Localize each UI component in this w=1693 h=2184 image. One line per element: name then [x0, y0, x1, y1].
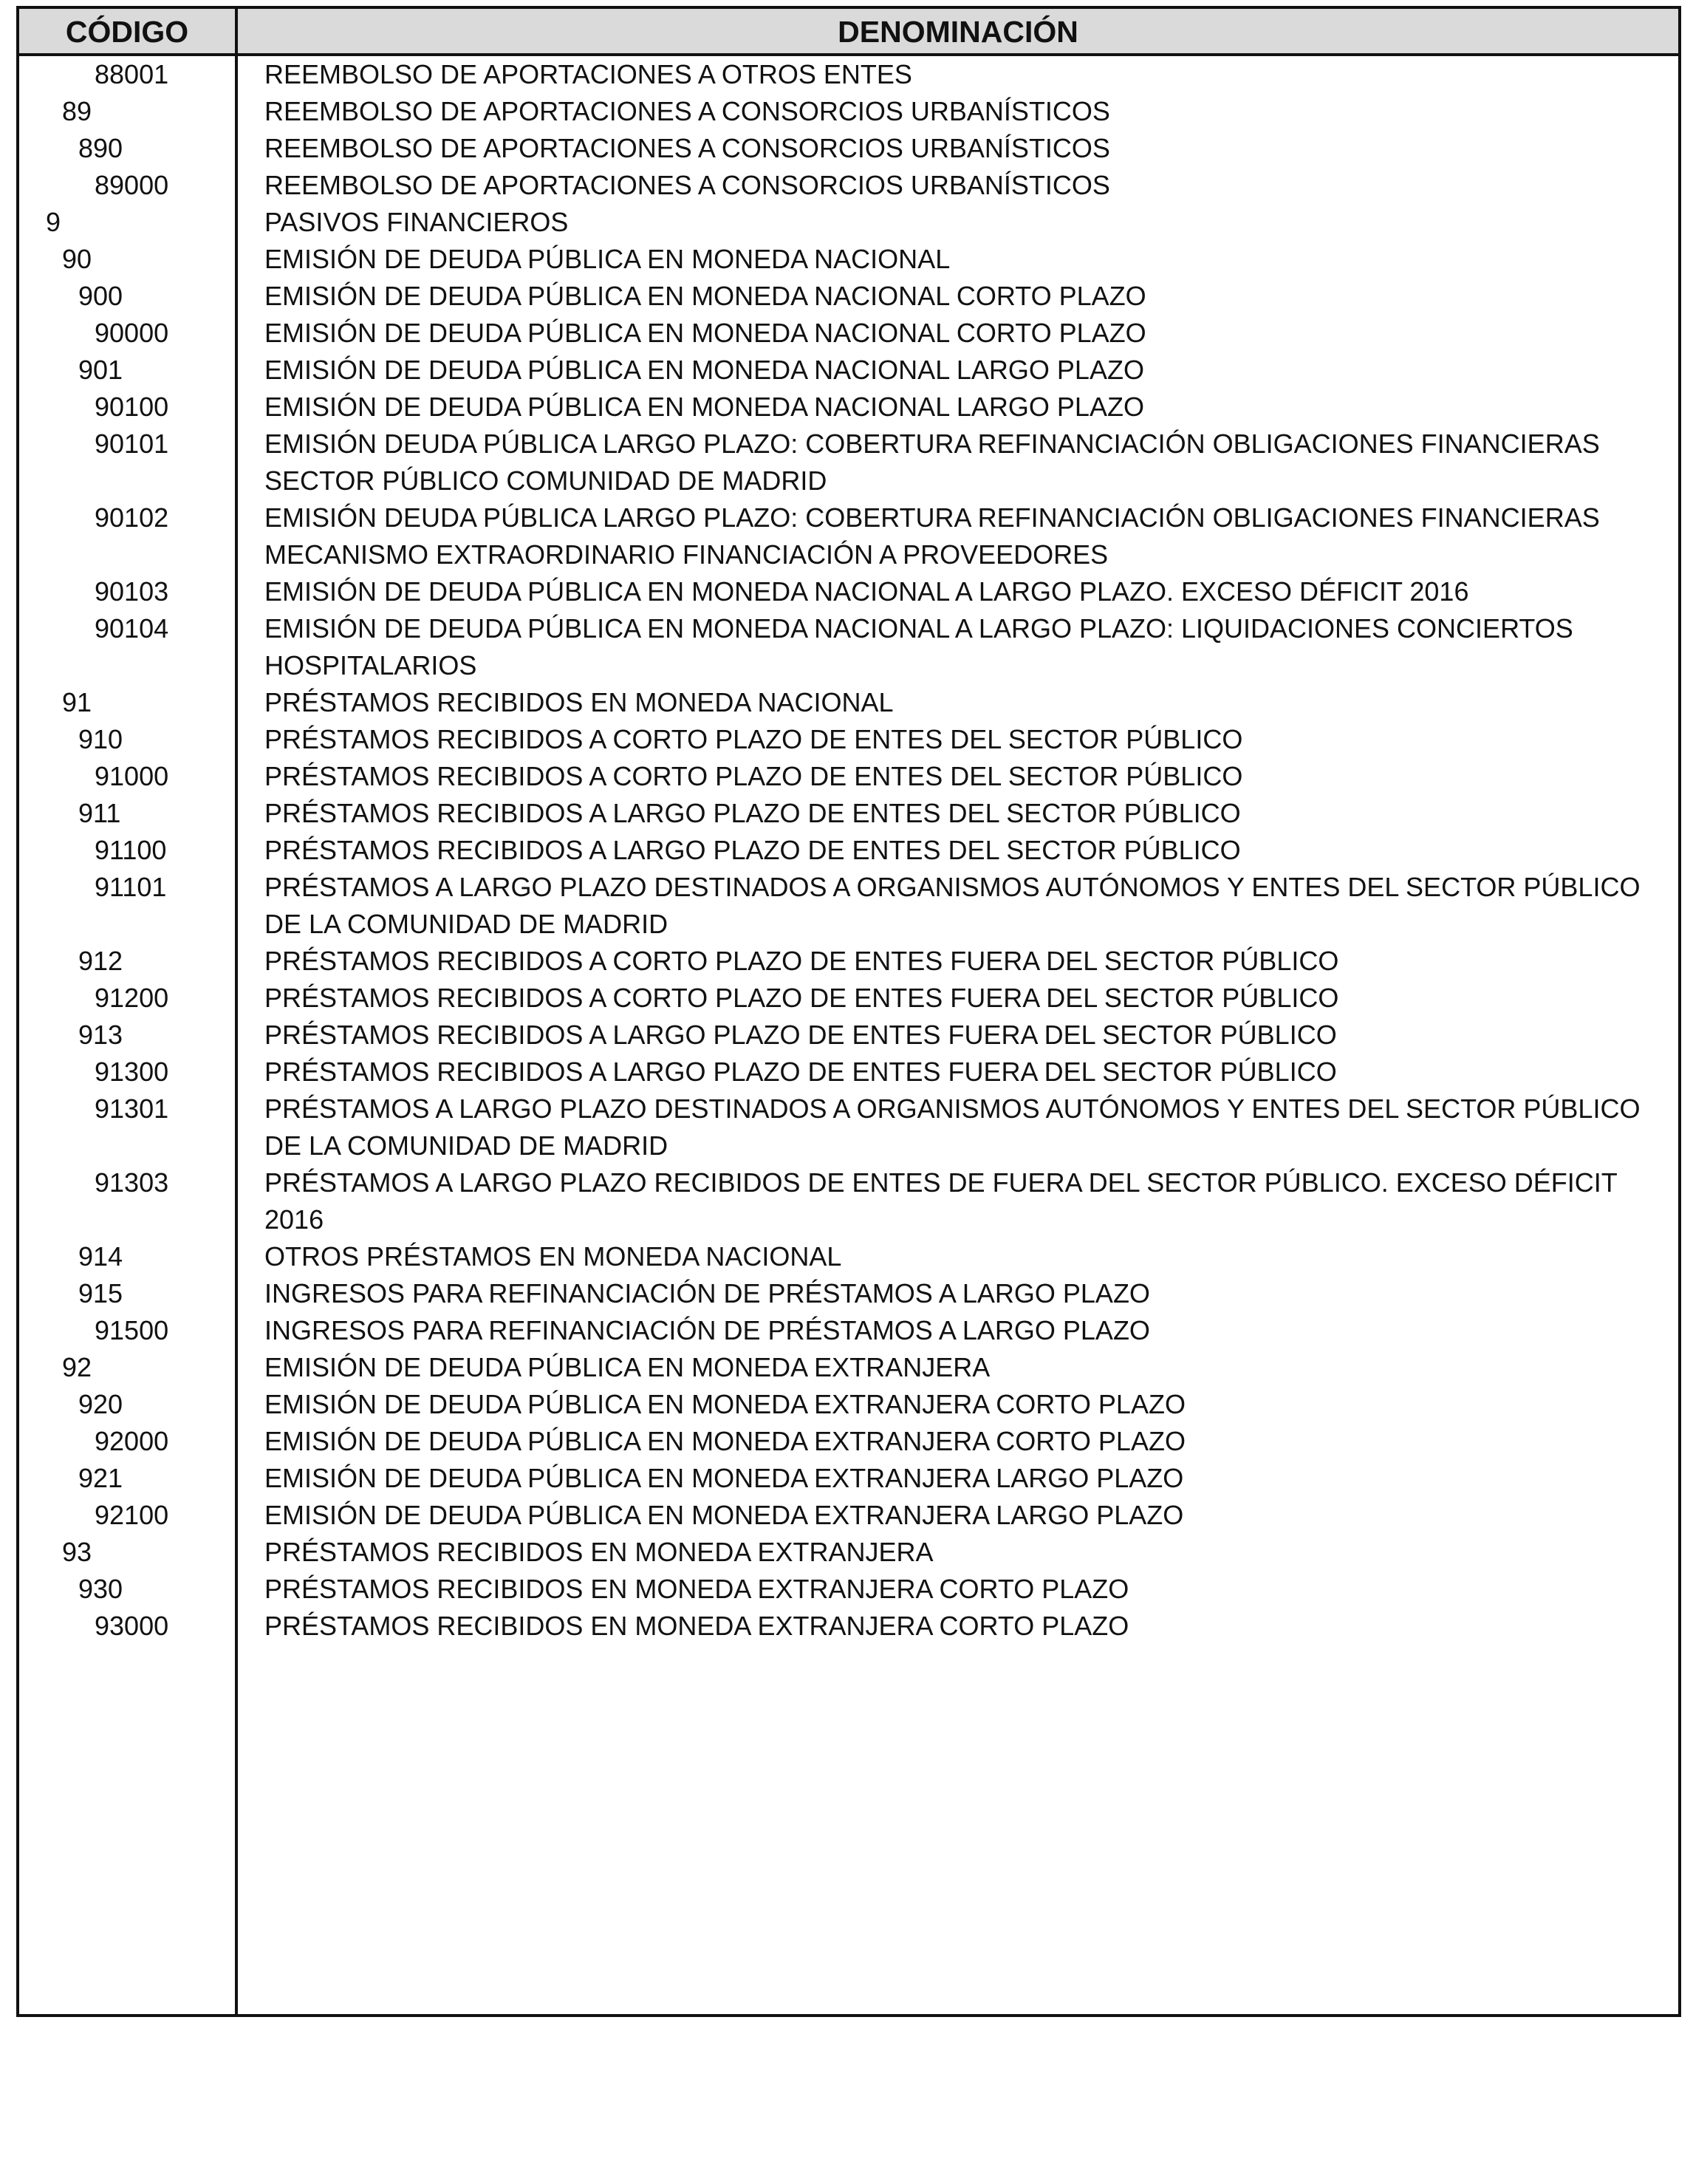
table-row: [19, 1275, 1678, 1312]
row-denominacion: PRÉSTAMOS A LARGO PLAZO DESTINADOS A ORGANISMOS AUTÓNOMOS Y ENTES DEL SECTOR PÚBLICO DE LA COMUNIDAD DE MADRID: [264, 1093, 1641, 1161]
row-code: 90104: [95, 613, 169, 644]
row-code: 91303: [95, 1167, 169, 1198]
code-table: [16, 6, 1681, 2017]
row-code: 912: [78, 946, 123, 976]
row-code: 93: [62, 1537, 92, 1567]
table-row: [19, 573, 1678, 610]
row-denominacion: EMISIÓN DE DEUDA PÚBLICA EN MONEDA NACIONAL CORTO PLAZO: [264, 281, 1146, 311]
row-code: 90: [62, 244, 92, 274]
row-denominacion: PRÉSTAMOS RECIBIDOS A LARGO PLAZO DE ENTES FUERA DEL SECTOR PÚBLICO: [264, 1020, 1337, 1050]
row-code: 920: [78, 1389, 123, 1419]
row-code: 90101: [95, 429, 169, 459]
table-row: [19, 315, 1678, 352]
row-code: 90000: [95, 318, 169, 348]
row-code: 89000: [95, 170, 169, 200]
row-code: 911: [78, 798, 121, 828]
table-row: [19, 943, 1678, 980]
row-denominacion: EMISIÓN DEUDA PÚBLICA LARGO PLAZO: COBERTURA REFINANCIACIÓN OBLIGACIONES FINANCIERAS MECANISMO EXTRAORDINARIO FINANCIACIÓN A PROVEEDORES: [264, 502, 1600, 570]
row-denominacion: EMISIÓN DE DEUDA PÚBLICA EN MONEDA EXTRANJERA CORTO PLAZO: [264, 1389, 1186, 1419]
row-denominacion: EMISIÓN DE DEUDA PÚBLICA EN MONEDA EXTRANJERA CORTO PLAZO: [264, 1426, 1186, 1456]
row-denominacion: EMISIÓN DE DEUDA PÚBLICA EN MONEDA EXTRANJERA LARGO PLAZO: [264, 1463, 1184, 1493]
row-denominacion: EMISIÓN DE DEUDA PÚBLICA EN MONEDA EXTRANJERA LARGO PLAZO: [264, 1500, 1184, 1530]
table-row: [19, 167, 1678, 204]
row-code: 91100: [95, 835, 167, 865]
header-denominacion: DENOMINACIÓN: [838, 15, 1078, 49]
row-code: 900: [78, 281, 123, 311]
table-row: [19, 1608, 1678, 1645]
row-code: 91: [62, 687, 92, 717]
row-code: 89: [62, 96, 92, 126]
row-denominacion: PRÉSTAMOS RECIBIDOS A CORTO PLAZO DE ENTES FUERA DEL SECTOR PÚBLICO: [264, 983, 1339, 1013]
table-body: [19, 56, 1678, 1645]
table-header: [19, 9, 1678, 56]
row-denominacion: EMISIÓN DE DEUDA PÚBLICA EN MONEDA NACIONAL: [264, 244, 951, 274]
row-code: 93000: [95, 1611, 169, 1641]
row-denominacion: PRÉSTAMOS RECIBIDOS A CORTO PLAZO DE ENTES DEL SECTOR PÚBLICO: [264, 761, 1243, 791]
row-code: 88001: [95, 59, 169, 89]
table-row: [19, 1312, 1678, 1349]
table-row: [19, 795, 1678, 832]
table-row: [19, 721, 1678, 758]
header-codigo: CÓDIGO: [65, 15, 189, 49]
table-row: [19, 1460, 1678, 1497]
row-denominacion: PRÉSTAMOS RECIBIDOS A CORTO PLAZO DE ENTES FUERA DEL SECTOR PÚBLICO: [264, 946, 1339, 976]
row-denominacion: INGRESOS PARA REFINANCIACIÓN DE PRÉSTAMOS A LARGO PLAZO: [264, 1315, 1150, 1345]
table-row: [19, 499, 1678, 573]
row-denominacion: EMISIÓN DE DEUDA PÚBLICA EN MONEDA NACIONAL A LARGO PLAZO: LIQUIDACIONES CONCIERTOS HOSPITALARIOS: [264, 613, 1573, 680]
row-code: 91301: [95, 1093, 169, 1124]
row-code: 890: [78, 133, 123, 163]
table-row: [19, 1497, 1678, 1534]
table-row: [19, 758, 1678, 795]
row-code: 9: [46, 207, 61, 237]
row-code: 92100: [95, 1500, 169, 1530]
table-row: [19, 1091, 1678, 1164]
table-row: [19, 1571, 1678, 1608]
table-row: [19, 278, 1678, 315]
table-row: [19, 610, 1678, 684]
table-row: [19, 1238, 1678, 1275]
row-code: 90103: [95, 576, 169, 607]
row-denominacion: PRÉSTAMOS RECIBIDOS A LARGO PLAZO DE ENTES FUERA DEL SECTOR PÚBLICO: [264, 1057, 1337, 1087]
table-row: [19, 869, 1678, 943]
row-code: 91200: [95, 983, 169, 1013]
row-denominacion: EMISIÓN DE DEUDA PÚBLICA EN MONEDA NACIONAL A LARGO PLAZO. EXCESO DÉFICIT 2016: [264, 576, 1469, 607]
row-code: 91300: [95, 1057, 169, 1087]
row-denominacion: REEMBOLSO DE APORTACIONES A CONSORCIOS URBANÍSTICOS: [264, 96, 1110, 126]
table-row: [19, 980, 1678, 1017]
row-denominacion: REEMBOLSO DE APORTACIONES A CONSORCIOS URBANÍSTICOS: [264, 133, 1110, 163]
row-denominacion: PRÉSTAMOS RECIBIDOS EN MONEDA NACIONAL: [264, 687, 894, 717]
table-row: [19, 1017, 1678, 1054]
row-code: 90102: [95, 502, 169, 533]
row-code: 91500: [95, 1315, 169, 1345]
row-code: 921: [78, 1463, 123, 1493]
row-code: 901: [78, 355, 123, 385]
row-denominacion: PASIVOS FINANCIEROS: [264, 207, 569, 237]
table-row: [19, 130, 1678, 167]
row-denominacion: OTROS PRÉSTAMOS EN MONEDA NACIONAL: [264, 1241, 842, 1272]
table-row: [19, 56, 1678, 93]
row-denominacion: EMISIÓN DE DEUDA PÚBLICA EN MONEDA EXTRANJERA: [264, 1352, 991, 1382]
row-code: 913: [78, 1020, 123, 1050]
row-code: 930: [78, 1574, 123, 1604]
table-row: [19, 1349, 1678, 1386]
row-denominacion: PRÉSTAMOS RECIBIDOS A CORTO PLAZO DE ENTES DEL SECTOR PÚBLICO: [264, 724, 1243, 754]
table-row: [19, 1386, 1678, 1423]
table-row: [19, 1164, 1678, 1238]
table-row: [19, 1423, 1678, 1460]
row-denominacion: INGRESOS PARA REFINANCIACIÓN DE PRÉSTAMOS A LARGO PLAZO: [264, 1278, 1150, 1308]
row-denominacion: REEMBOLSO DE APORTACIONES A OTROS ENTES: [264, 59, 912, 89]
row-denominacion: PRÉSTAMOS RECIBIDOS A LARGO PLAZO DE ENTES DEL SECTOR PÚBLICO: [264, 835, 1241, 865]
row-code: 92000: [95, 1426, 169, 1456]
row-denominacion: PRÉSTAMOS RECIBIDOS EN MONEDA EXTRANJERA CORTO PLAZO: [264, 1574, 1129, 1604]
row-denominacion: PRÉSTAMOS RECIBIDOS EN MONEDA EXTRANJERA CORTO PLAZO: [264, 1611, 1129, 1641]
row-code: 90100: [95, 392, 169, 422]
row-code: 915: [78, 1278, 123, 1308]
table-row: [19, 93, 1678, 130]
row-denominacion: REEMBOLSO DE APORTACIONES A CONSORCIOS URBANÍSTICOS: [264, 170, 1110, 200]
row-denominacion: EMISIÓN DE DEUDA PÚBLICA EN MONEDA NACIONAL LARGO PLAZO: [264, 355, 1144, 385]
row-denominacion: EMISIÓN DE DEUDA PÚBLICA EN MONEDA NACIONAL LARGO PLAZO: [264, 392, 1144, 422]
table-row: [19, 426, 1678, 499]
row-denominacion: PRÉSTAMOS RECIBIDOS EN MONEDA EXTRANJERA: [264, 1537, 934, 1567]
table-row: [19, 684, 1678, 721]
row-denominacion: EMISIÓN DEUDA PÚBLICA LARGO PLAZO: COBERTURA REFINANCIACIÓN OBLIGACIONES FINANCIERAS SECTOR PÚBLICO COMUNIDAD DE MADRID: [264, 429, 1600, 496]
table-row: [19, 352, 1678, 389]
row-code: 91000: [95, 761, 169, 791]
table-row: [19, 204, 1678, 241]
row-denominacion: PRÉSTAMOS A LARGO PLAZO DESTINADOS A ORGANISMOS AUTÓNOMOS Y ENTES DEL SECTOR PÚBLICO DE LA COMUNIDAD DE MADRID: [264, 872, 1641, 939]
row-code: 91101: [95, 872, 167, 902]
row-code: 92: [62, 1352, 92, 1382]
row-denominacion: PRÉSTAMOS A LARGO PLAZO RECIBIDOS DE ENTES DE FUERA DEL SECTOR PÚBLICO. EXCESO DÉFICIT 2016: [264, 1167, 1618, 1235]
row-code: 910: [78, 724, 123, 754]
row-code: 914: [78, 1241, 123, 1272]
table-row: [19, 241, 1678, 278]
table-row: [19, 832, 1678, 869]
table-row: [19, 389, 1678, 426]
table-row: [19, 1054, 1678, 1091]
table-row: [19, 1534, 1678, 1571]
row-denominacion: PRÉSTAMOS RECIBIDOS A LARGO PLAZO DE ENTES DEL SECTOR PÚBLICO: [264, 798, 1241, 828]
row-denominacion: EMISIÓN DE DEUDA PÚBLICA EN MONEDA NACIONAL CORTO PLAZO: [264, 318, 1146, 348]
